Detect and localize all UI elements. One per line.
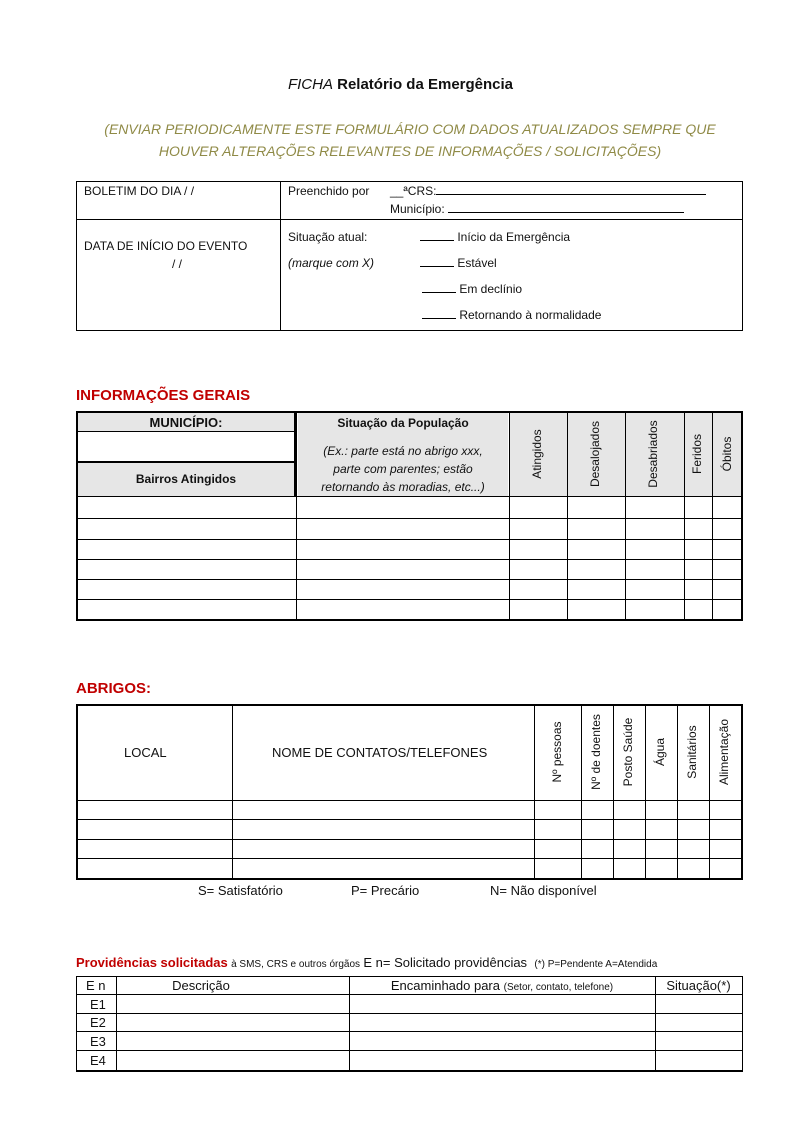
option-declinio[interactable] — [422, 282, 522, 296]
providencias-subtitle: à SMS, CRS e outros órgãos — [231, 959, 361, 970]
col-situacao: Situação(*) — [666, 978, 731, 993]
data-inicio-slashes[interactable]: / / — [172, 257, 183, 271]
col-en: E n — [86, 978, 106, 993]
option-inicio[interactable] — [420, 230, 570, 244]
subtitle-line-1: (ENVIAR PERIODICAMENTE ESTE FORMULÁRIO COM DADOS ATUALIZADOS SEMPRE QUE — [104, 121, 716, 137]
situacao-populacao-header: Situação da População — [337, 416, 469, 430]
row-e4: E4 — [90, 1053, 106, 1068]
col-n-pessoas: Nº pessoas — [550, 721, 564, 783]
legend-nao-disponivel: N= Não disponível — [490, 883, 597, 898]
abrigos-local-header: LOCAL — [124, 745, 167, 760]
abrigos-nome-header: NOME DE CONTATOS/TELEFONES — [272, 745, 488, 760]
option-estavel-label: Estável — [457, 256, 497, 270]
col-desalojados: Desalojados — [588, 420, 602, 488]
providencias-title: Providências solicitadas — [76, 955, 228, 970]
row-e2: E2 — [90, 1015, 106, 1030]
option-estavel[interactable] — [420, 256, 497, 270]
col-encaminhado — [349, 978, 655, 993]
col-desabriados: Desabriados — [646, 420, 660, 488]
municipio-field[interactable] — [390, 202, 684, 216]
col-agua: Água — [653, 737, 667, 767]
situacao-ex-line1: (Ex.: parte está no abrigo xxx, — [323, 444, 483, 458]
page-subtitle — [60, 118, 760, 162]
legend-satisfatorio: S= Satisfatório — [198, 883, 283, 898]
row-e3: E3 — [90, 1034, 106, 1049]
marque-label: (marque com X) — [288, 256, 375, 270]
col-n-doentes: Nº de doentes — [589, 714, 603, 790]
page-title — [0, 76, 801, 93]
col-posto-saude: Posto Saúde — [621, 717, 635, 787]
crs-field[interactable] — [390, 184, 706, 198]
col-encaminhado-label: Encaminhado para — [390, 978, 500, 993]
col-sanitarios: Sanitários — [685, 725, 699, 779]
providencias-status-note: (*) P=Pendente A=Atendida — [534, 959, 658, 970]
col-alimentacao: Alimentação — [717, 718, 731, 786]
col-descricao: Descrição — [172, 978, 230, 993]
bairros-header: Bairros Atingidos — [135, 472, 237, 486]
data-inicio-label: DATA DE INÍCIO DO EVENTO — [84, 239, 248, 253]
col-encaminhado-detail: (Setor, contato, telefone) — [503, 982, 614, 993]
providencias-en-note: E n= Solicitado providências — [363, 955, 528, 970]
municipio-input[interactable] — [80, 434, 292, 460]
subtitle-line-2: HOUVER ALTERAÇÕES RELEVANTES DE INFORMAÇÕES / SOLICITAÇÕES) — [158, 143, 662, 159]
title-bold: Relatório da Emergência — [337, 76, 514, 93]
col-feridos: Feridos — [690, 434, 704, 475]
situacao-atual-label: Situação atual: — [288, 230, 368, 244]
title-italic: FICHA — [287, 76, 333, 93]
boletim-label: BOLETIM DO DIA / / — [84, 184, 195, 198]
option-declinio-label: Em declínio — [459, 282, 523, 296]
option-retornando[interactable] — [422, 308, 601, 322]
col-obitos: Óbitos — [720, 436, 734, 472]
section-abrigos: ABRIGOS: — [76, 680, 151, 697]
situacao-ex-line2: parte com parentes; estão — [333, 462, 473, 476]
option-inicio-label: Início da Emergência — [457, 230, 571, 244]
situacao-ex-line3: retornando às moradias, etc...) — [321, 480, 485, 494]
option-retornando-label: Retornando à normalidade — [459, 308, 602, 322]
preenchido-label: Preenchido por — [288, 184, 370, 198]
crs-label: __ªCRS: — [390, 184, 437, 198]
col-atingidos: Atingidos — [530, 429, 544, 479]
municipio-label: Município: — [390, 202, 445, 216]
legend-precario: P= Precário — [351, 883, 420, 898]
section-informacoes-gerais: INFORMAÇÕES GERAIS — [76, 387, 251, 404]
row-e1: E1 — [90, 997, 106, 1012]
providencias-heading — [76, 955, 657, 970]
municipio-header: MUNICÍPIO: — [149, 415, 223, 430]
